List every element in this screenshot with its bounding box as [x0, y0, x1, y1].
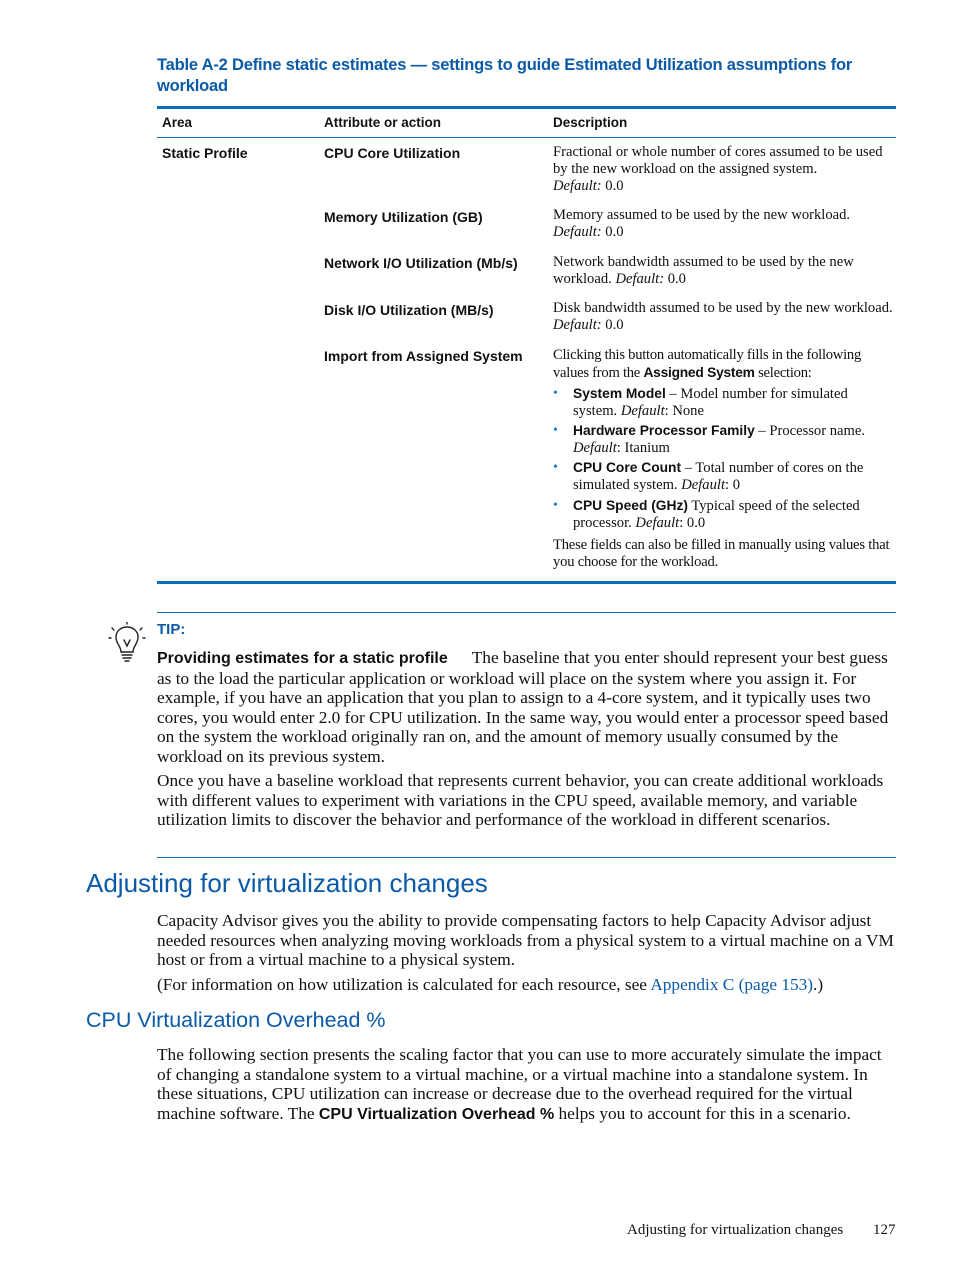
description-memory-utilization: Memory assumed to be used by the new workload. Default: 0.0	[553, 207, 851, 240]
tip-heading: Providing estimates for a static profile	[157, 650, 448, 667]
area-cell: Static Profile	[162, 145, 248, 161]
tip-bottom-rule	[157, 857, 896, 858]
description-network-io-utilization: Network bandwidth assumed to be used by the new workload. Default: 0.0	[553, 254, 854, 287]
bullet-icon: •	[553, 498, 558, 513]
lightbulb-icon	[108, 622, 146, 664]
column-header-description: Description	[553, 115, 628, 130]
table-header-rule	[157, 137, 896, 138]
attribute-memory-utilization: Memory Utilization (GB)	[324, 209, 483, 225]
section-heading-cpu-overhead: CPU Virtualization Overhead %	[86, 1008, 386, 1032]
description-disk-io-utilization: Disk bandwidth assumed to be used by the new workload. Default: 0.0	[553, 300, 893, 333]
attribute-network-io-utilization: Network I/O Utilization (Mb/s)	[324, 255, 518, 271]
bullet-icon: •	[553, 460, 558, 475]
description-import-intro: Clicking this button automatically fills in the following values from the Assigned System selection:	[553, 347, 861, 381]
section-heading-virtualization: Adjusting for virtualization changes	[86, 868, 488, 898]
tip-label: TIP:	[157, 621, 186, 638]
bullet-icon: •	[553, 423, 558, 438]
column-header-area: Area	[162, 115, 193, 130]
appendix-c-link[interactable]: Appendix C (page 153)	[650, 975, 814, 994]
attribute-disk-io-utilization: Disk I/O Utilization (MB/s)	[324, 302, 494, 318]
table-caption: Table A-2 Define static estimates — settings to guide Estimated Utilization assumptions for workload	[157, 56, 853, 95]
column-header-attribute: Attribute or action	[324, 115, 441, 130]
tip-paragraph-2: Once you have a baseline workload that represents current behavior, you can create additional workloads with different values to experiment with variations in the CPU speed, available memory, and variable utilization limits to discover the behavior and performance of the workload in different scenarios.	[157, 771, 884, 830]
description-import-outro: These fields can also be filled in manually using values that you choose for the workload.	[553, 537, 890, 570]
attribute-cpu-core-utilization: CPU Core Utilization	[324, 145, 461, 161]
tip-paragraph-1: Providing estimates for a static profile The baseline that you enter should represent your best guess as to the load the particular application or workload will place on the system where you assign it. For example, if you have an application that you plan to assign to a 4-core system, and it typically uses two cores, you would enter 2.0 for CPU utilization. In the same way, you would enter a processor speed based on the system the workload originally ran on, and the amount of memory usually consumed by the workload on its previous system.	[157, 648, 889, 766]
description-cpu-core-utilization: Fractional or whole number of cores assumed to be used by the new workload on the assigned system. Default: 0.0	[553, 144, 883, 194]
table-bottom-rule	[157, 581, 896, 584]
footer-running-title: Adjusting for virtualization changes	[627, 1222, 844, 1238]
tip-top-rule	[157, 612, 896, 613]
section1-paragraph-2: (For information on how utilization is calculated for each resource, see Appendix C (page 153).)	[157, 975, 824, 994]
table-top-rule	[157, 106, 896, 109]
bullet-icon: •	[553, 386, 558, 401]
page-number: 127	[873, 1222, 896, 1238]
attribute-import-from-assigned-system: Import from Assigned System	[324, 348, 523, 364]
section2-paragraph: The following section presents the scaling factor that you can use to more accurately simulate the impact of changing a standalone system to a virtual machine, or a virtual machine into a standalone system. In these situations, CPU utilization can increase or decrease due to the overhead required for the virtual machine software. The CPU Virtualization Overhead % helps you to account for this in a scenario.	[157, 1045, 882, 1123]
section1-paragraph-1: Capacity Advisor gives you the ability to provide compensating factors to help Capacity Advisor adjust needed resources when analyzing moving workloads from a physical system to a virtual machine on a VM host or from a virtual machine to a physical system.	[157, 911, 894, 970]
